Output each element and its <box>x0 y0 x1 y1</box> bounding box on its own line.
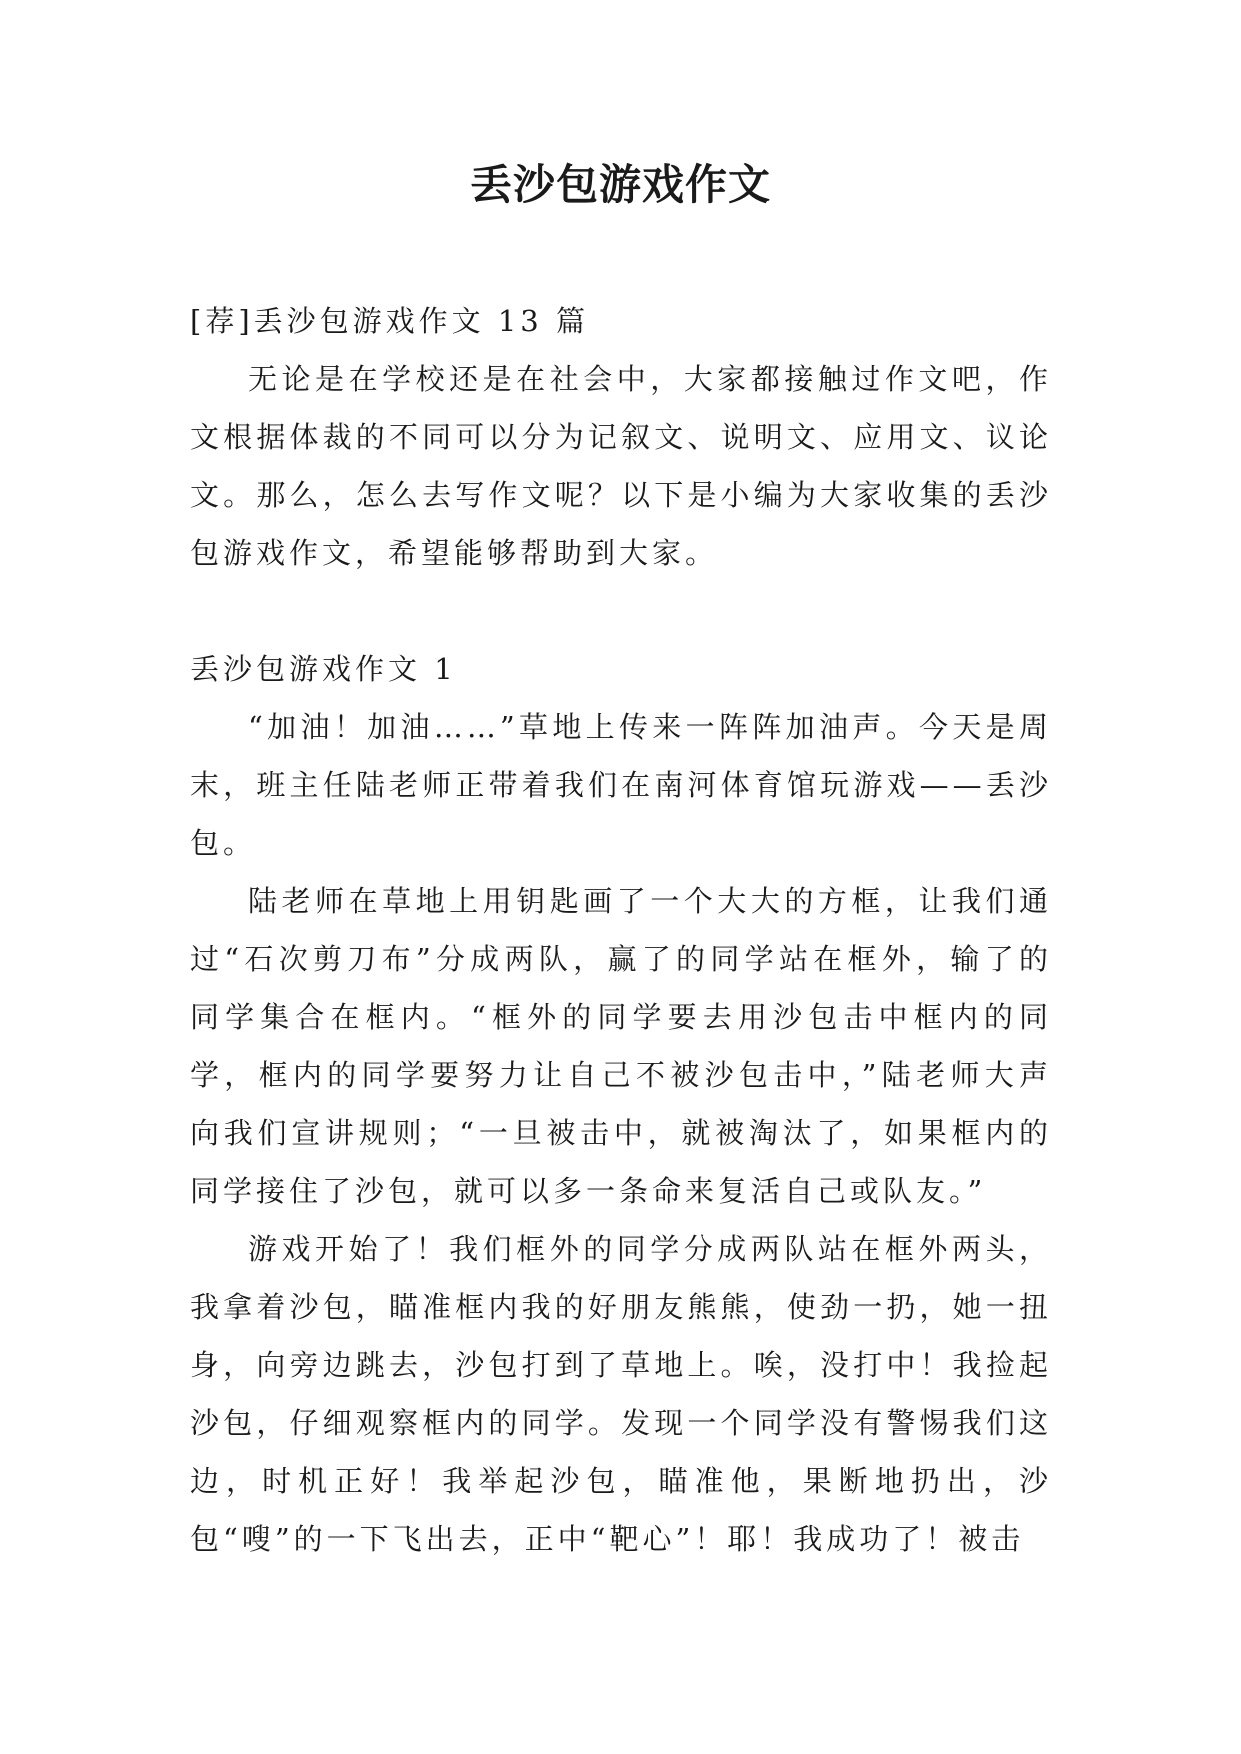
body-paragraph: 陆老师在草地上用钥匙画了一个大大的方框，让我们通过“石次剪刀布”分成两队，赢了的同学站在框外，输了的同学集合在框内。“框外的同学要去用沙包击中框内的同学，框内的同学要努力让自己不被沙包击中，”陆老师大声向我们宣讲规则；“一旦被击中，就被淘汰了，如果框内的同学接住了沙包，就可以多一条命来复活自己或队友。” <box>190 884 1052 1208</box>
document-title: 丢沙包游戏作文 <box>469 160 771 209</box>
collection-heading: [荐]丢沙包游戏作文 13 篇 <box>190 304 589 338</box>
section-heading: 丢沙包游戏作文 1 <box>190 652 457 686</box>
body-paragraph: 游戏开始了！我们框外的同学分成两队站在框外两头，我拿着沙包，瞄准框内我的好朋友熊熊，使劲一扔，她一扭身，向旁边跳去，沙包打到了草地上。唉，没打中！我捡起沙包，仔细观察框内的同学。发现一个同学没有警惕我们这边，时机正好！我举起沙包，瞄准他，果断地扔出，沙包“嗖”的一下飞出去，正中“靶心”！耶！我成功了！被击 <box>190 1232 1052 1556</box>
document-body <box>190 292 1052 1568</box>
intro-paragraph: 无论是在学校还是在社会中，大家都接触过作文吧，作文根据体裁的不同可以分为记叙文、说明文、应用文、议论文。那么，怎么去写作文呢？以下是小编为大家收集的丢沙包游戏作文，希望能够帮助到大家。 <box>190 362 1052 570</box>
section-spacer <box>190 582 1052 640</box>
body-paragraph: “加油！加油……”草地上传来一阵阵加油声。今天是周末，班主任陆老师正带着我们在南河体育馆玩游戏——丢沙包。 <box>190 710 1052 860</box>
